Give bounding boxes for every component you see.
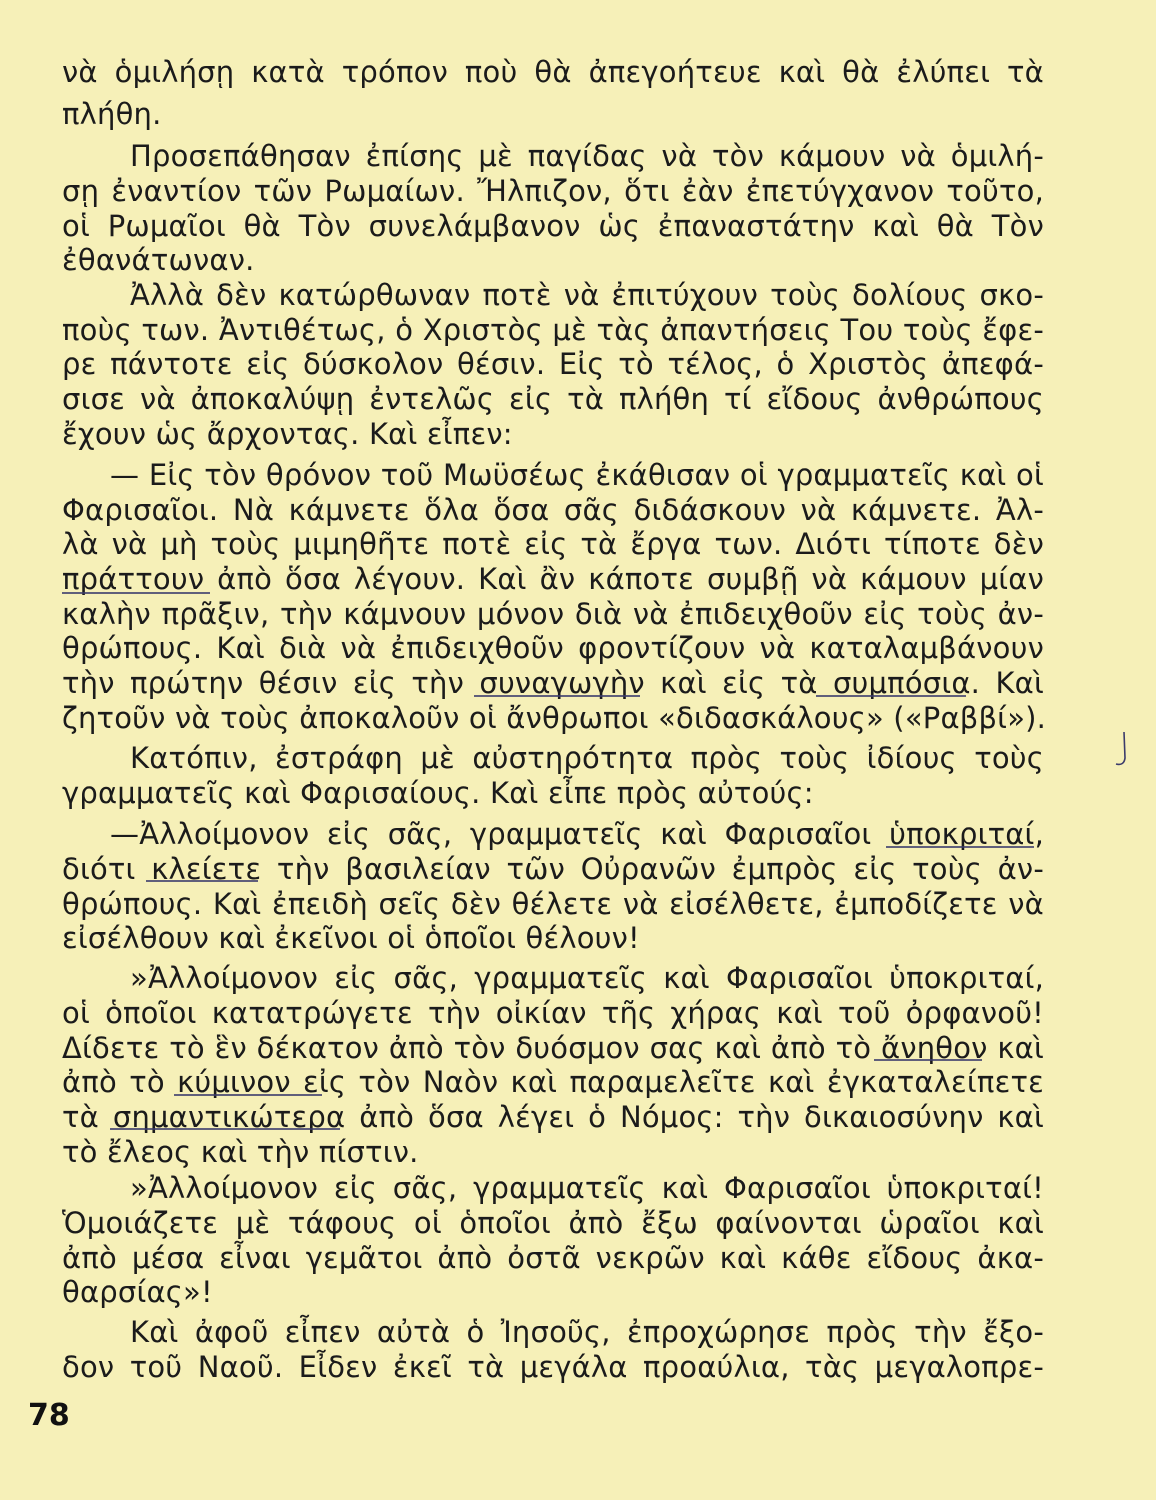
- text-line: οἱ Ρωμαῖοι θὰ Τὸν συνελάμβανον ὡς ἐπαναστάτην καὶ θὰ Τὸν: [62, 209, 1044, 243]
- pen-underline: [146, 880, 258, 882]
- text-line: καλὴν πρᾶξιν, τὴν κάμνουν μόνον διὰ νὰ ἐπιδειχθοῦν εἰς τοὺς ἀν-: [62, 597, 1044, 631]
- text-line: τὰ σημαντικώτερα ἀπὸ ὅσα λέγει ὁ Νόμος: τὴν δικαιοσύνην καὶ: [62, 1100, 1044, 1134]
- text-line: ἔχουν ὡς ἄρχοντας. Καὶ εἶπεν:: [62, 417, 513, 451]
- pen-underline: [62, 592, 210, 594]
- pen-underline: [874, 1059, 982, 1061]
- text-line: πράττουν ἀπὸ ὅσα λέγουν. Καὶ ἂν κάποτε συμβῇ νὰ κάμουν μίαν: [62, 562, 1044, 596]
- text-line: »Ἀλλοίμονον εἰς σᾶς, γραμματεῖς καὶ Φαρισαῖοι ὑποκριταί!: [130, 1171, 1044, 1205]
- pen-underline: [110, 1128, 340, 1130]
- text-line: νὰ ὁμιλήσῃ κατὰ τρόπον ποὺ θὰ ἀπεγοήτευε καὶ θὰ ἐλύπει τὰ: [62, 55, 1044, 89]
- text-line: πλήθη.: [62, 97, 162, 131]
- text-line: θρώπους. Καὶ ἐπειδὴ σεῖς δὲν θέλετε νὰ εἰσέλθετε, ἐμποδίζετε νὰ: [62, 887, 1044, 921]
- text-line: »Ἀλλοίμονον εἰς σᾶς, γραμματεῖς καὶ Φαρισαῖοι ὑποκριταί,: [130, 961, 1044, 995]
- text-line: Φαρισαῖοι. Νὰ κάμνετε ὅλα ὅσα σᾶς διδάσκουν νὰ κάμνετε. Ἀλ-: [62, 493, 1044, 527]
- text-line: θρώπους. Καὶ διὰ νὰ ἐπιδειχθοῦν φροντίζουν νὰ καταλαμβάνουν: [62, 631, 1044, 665]
- text-line: — Εἰς τὸν θρόνον τοῦ Μωϋσέως ἐκάθισαν οἱ γραμματεῖς καὶ οἱ: [110, 458, 1044, 492]
- text-line: σισε νὰ ἀποκαλύψῃ ἐντελῶς εἰς τὰ πλήθη τί εἴδους ἀνθρώπους: [62, 382, 1044, 416]
- pen-underline: [886, 846, 1034, 848]
- text-line: γραμματεῖς καὶ Φαρισαίους. Καὶ εἶπε πρὸς αὐτούς:: [62, 776, 814, 810]
- text-line: Κατόπιν, ἐστράφη μὲ αὐστηρότητα πρὸς τοὺς ἰδίους τοὺς: [130, 741, 1044, 775]
- text-line: Ἀλλὰ δὲν κατώρθωναν ποτὲ νὰ ἐπιτύχουν τοὺς δολίους σκο-: [130, 278, 1044, 312]
- text-line: οἱ ὁποῖοι κατατρώγετε τὴν οἰκίαν τῆς χήρας καὶ τοῦ ὀρφανοῦ!: [62, 996, 1044, 1030]
- text-line: ποὺς των. Ἀντιθέτως, ὁ Χριστὸς μὲ τὰς ἀπαντήσεις Του τοὺς ἔφε-: [62, 313, 1044, 347]
- text-line: θαρσίας»!: [62, 1275, 213, 1309]
- text-line: ρε πάντοτε εἰς δύσκολον θέσιν. Εἰς τὸ τέλος, ὁ Χριστὸς ἀπεφά-: [62, 347, 1044, 381]
- text-line: Καὶ ἀφοῦ εἶπεν αὐτὰ ὁ Ἰησοῦς, ἐπροχώρησε πρὸς τὴν ἔξο-: [130, 1315, 1044, 1349]
- text-line: τὸ ἔλεος καὶ τὴν πίστιν.: [62, 1135, 419, 1169]
- text-line: λὰ νὰ μὴ τοὺς μιμηθῆτε ποτὲ εἰς τὰ ἔργα των. Διότι τίποτε δὲν: [62, 527, 1044, 561]
- margin-pen-mark: [1112, 730, 1132, 770]
- text-line: —Ἀλλοίμονον εἰς σᾶς, γραμματεῖς καὶ Φαρισαῖοι ὑποκριταί,: [110, 817, 1044, 851]
- text-line: ἐθανάτωναν.: [62, 243, 255, 277]
- pen-underline: [474, 695, 640, 697]
- text-line: Δίδετε τὸ ἓν δέκατον ἀπὸ τὸν δυόσμον σας καὶ ἀπὸ τὸ ἄνηθον καὶ: [62, 1031, 1044, 1065]
- text-line: δον τοῦ Ναοῦ. Εἶδεν ἐκεῖ τὰ μεγάλα προαύλια, τὰς μεγαλοπρε-: [62, 1350, 1044, 1384]
- text-line: σῃ ἐναντίον τῶν Ρωμαίων. Ἤλπιζον, ὅτι ἐὰν ἐπετύγχανον τοῦτο,: [62, 174, 1044, 208]
- text-line: Προσεπάθησαν ἐπίσης μὲ παγίδας νὰ τὸν κάμουν νὰ ὁμιλή-: [130, 139, 1044, 173]
- text-line: τὴν πρώτην θέσιν εἰς τὴν συναγωγὴν καὶ εἰς τὰ συμπόσια. Καὶ: [62, 666, 1044, 700]
- text-line: διότι κλείετε τὴν βασιλείαν τῶν Οὐρανῶν ἐμπρὸς εἰς τοὺς ἀν-: [62, 852, 1044, 886]
- text-line: ζητοῦν νὰ τοὺς ἀποκαλοῦν οἱ ἄνθρωποι «διδασκάλους» («Ραββί»).: [62, 701, 1047, 735]
- text-line: ἀπὸ τὸ κύμινον εἰς τὸν Ναὸν καὶ παραμελεῖτε καὶ ἐγκαταλείπετε: [62, 1065, 1044, 1099]
- pen-underline: [174, 1094, 322, 1096]
- pen-underline: [816, 695, 966, 697]
- text-line: ἀπὸ μέσα εἶναι γεμᾶτοι ἀπὸ ὀστᾶ νεκρῶν καὶ κάθε εἴδους ἀκα-: [62, 1241, 1044, 1275]
- text-line: Ὁμοιάζετε μὲ τάφους οἱ ὁποῖοι ἀπὸ ἔξω φαίνονται ὡραῖοι καὶ: [62, 1206, 1044, 1240]
- text-line: εἰσέλθουν καὶ ἐκεῖνοι οἱ ὁποῖοι θέλουν!: [62, 921, 640, 955]
- page-number: 78: [28, 1398, 70, 1433]
